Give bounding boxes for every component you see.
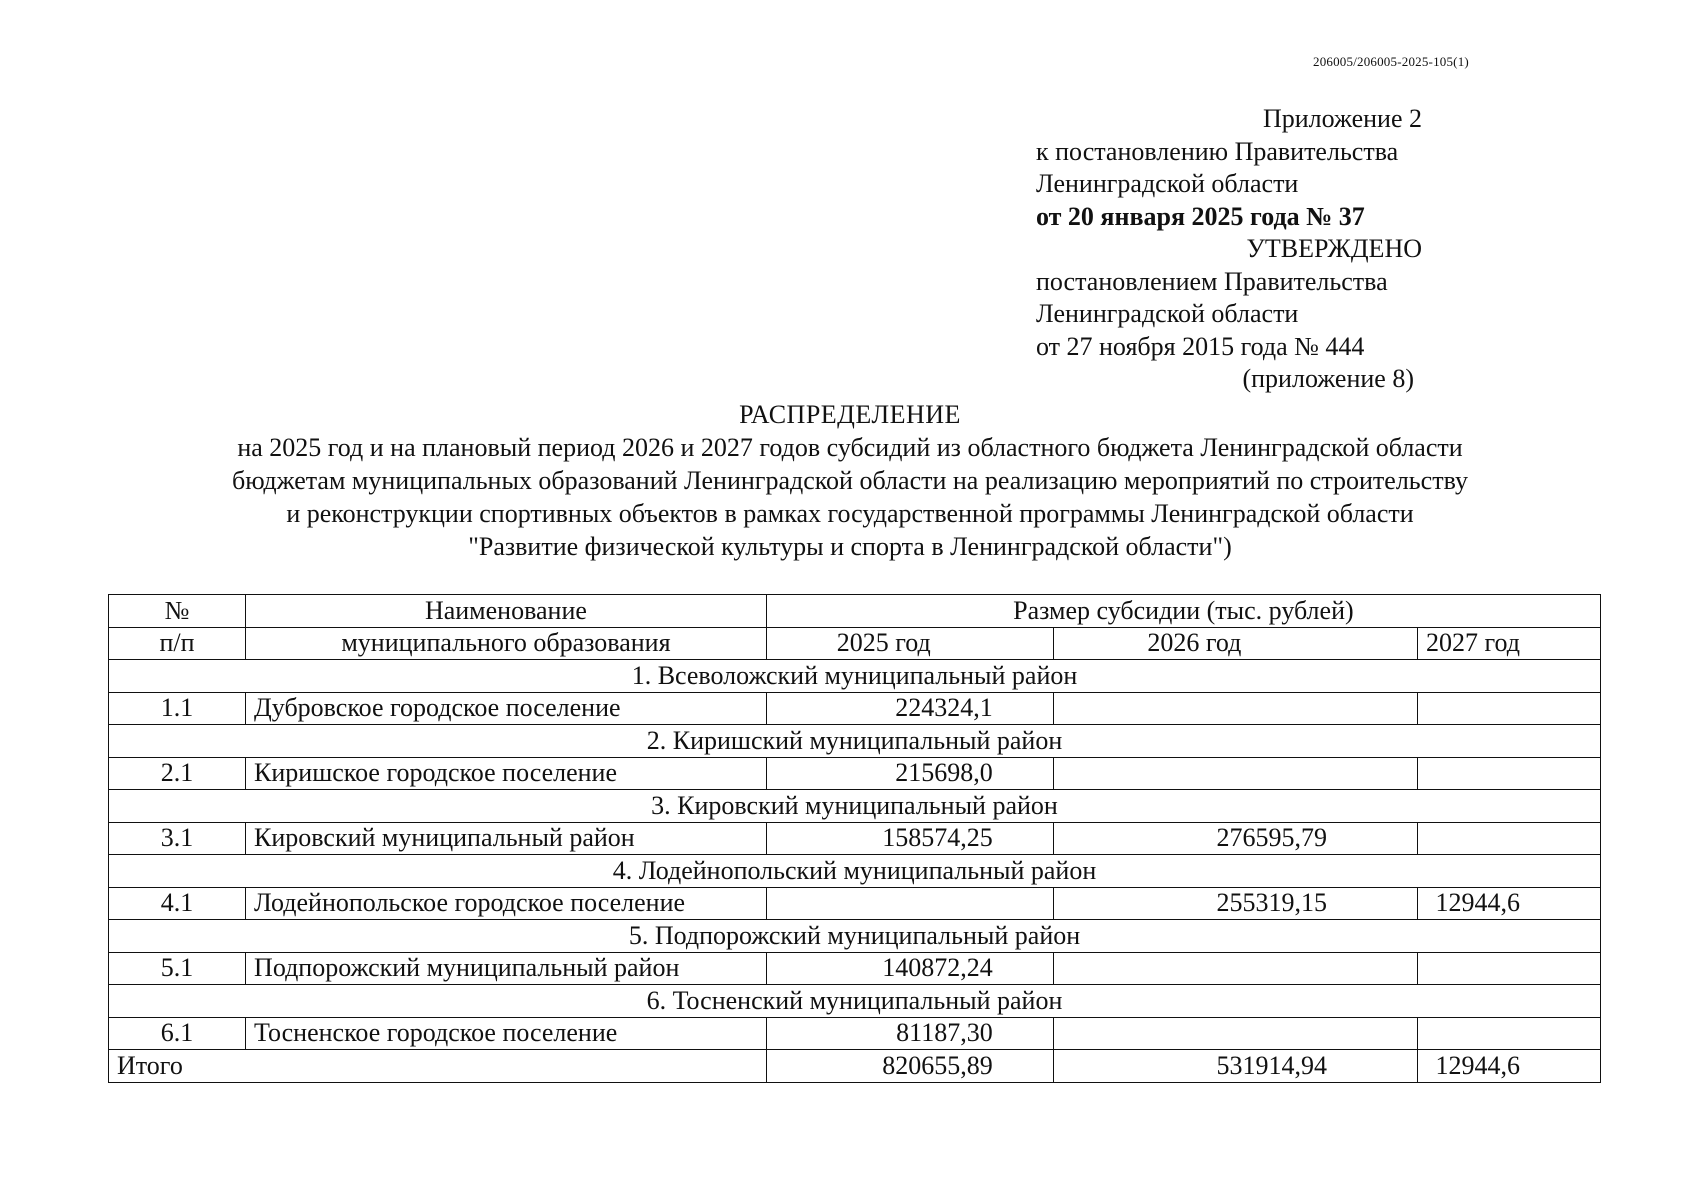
total-value-2025: 820655,89 bbox=[766, 1050, 1053, 1083]
row-value-2025: 215698,0 bbox=[766, 757, 1053, 790]
row-number: 5.1 bbox=[109, 952, 246, 985]
header-year-2027: 2027 год bbox=[1418, 627, 1601, 660]
row-value-2027 bbox=[1418, 757, 1601, 790]
appendix-region-line: Ленинградской области bbox=[1036, 169, 1299, 198]
row-value-2026 bbox=[1053, 952, 1417, 985]
title-line-4: "Развитие физической культуры и спорта в Ленинградской области") bbox=[468, 532, 1232, 561]
row-number: 1.1 bbox=[109, 692, 246, 725]
table-row bbox=[109, 692, 1601, 725]
header-subsidy: Размер субсидии (тыс. рублей) bbox=[766, 595, 1600, 628]
header-year-2026: 2026 год bbox=[1053, 627, 1417, 660]
total-value-2027: 12944,6 bbox=[1418, 1050, 1601, 1083]
approved-region-line: Ленинградской области bbox=[1036, 299, 1299, 328]
row-number: 2.1 bbox=[109, 757, 246, 790]
section-row bbox=[109, 725, 1601, 758]
row-value-2026 bbox=[1053, 1017, 1417, 1050]
section-row bbox=[109, 920, 1601, 953]
row-value-2025 bbox=[766, 887, 1053, 920]
row-number: 6.1 bbox=[109, 1017, 246, 1050]
row-name: Подпорожский муниципальный район bbox=[246, 952, 767, 985]
table-header-row-1 bbox=[109, 595, 1601, 628]
row-value-2026: 255319,15 bbox=[1053, 887, 1417, 920]
section-row bbox=[109, 855, 1601, 888]
approved-label: УТВЕРЖДЕНО bbox=[1246, 234, 1422, 263]
table-row bbox=[109, 887, 1601, 920]
header-no: № bbox=[109, 595, 246, 628]
total-label: Итого bbox=[109, 1050, 767, 1083]
header-no-sub: п/п bbox=[109, 627, 246, 660]
row-value-2027: 12944,6 bbox=[1418, 887, 1601, 920]
approved-ref-line: постановлением Правительства bbox=[1036, 266, 1388, 296]
row-value-2025: 224324,1 bbox=[766, 692, 1053, 725]
row-value-2027 bbox=[1418, 1017, 1601, 1050]
appendix-date-line: от 20 января 2025 года № 37 bbox=[1036, 201, 1365, 231]
section-title: 4. Лодейнопольский муниципальный район bbox=[109, 855, 1601, 888]
table-header-row-2 bbox=[109, 627, 1601, 660]
section-row bbox=[109, 790, 1601, 823]
row-value-2026 bbox=[1053, 692, 1417, 725]
table-row bbox=[109, 952, 1601, 985]
header-name: Наименование bbox=[246, 595, 767, 628]
document-title bbox=[160, 398, 1540, 563]
appendix-ref-line: к постановлению Правительства bbox=[1036, 136, 1399, 166]
approved-appendix-ref: (приложение 8) bbox=[1242, 364, 1414, 393]
approved-date-line: от 27 ноября 2015 года № 444 bbox=[1036, 331, 1365, 361]
table-row bbox=[109, 822, 1601, 855]
title-line-1: на 2025 год и на плановый период 2026 и 2027 годов субсидий из областного бюджета Ленинградской области bbox=[237, 433, 1463, 462]
document-id: 206005/206005-2025-105(1) bbox=[1313, 54, 1469, 69]
row-value-2025: 140872,24 bbox=[766, 952, 1053, 985]
row-name: Киришское городское поселение bbox=[246, 757, 767, 790]
row-value-2027 bbox=[1418, 692, 1601, 725]
row-value-2025: 158574,25 bbox=[766, 822, 1053, 855]
title-heading: РАСПРЕДЕЛЕНИЕ bbox=[739, 400, 961, 429]
row-name: Дубровское городское поселение bbox=[246, 692, 767, 725]
section-row bbox=[109, 660, 1601, 693]
title-line-3: и реконструкции спортивных объектов в рамках государственной программы Ленинградской области bbox=[286, 499, 1414, 528]
section-title: 1. Всеволожский муниципальный район bbox=[109, 660, 1601, 693]
row-name: Кировский муниципальный район bbox=[246, 822, 767, 855]
row-name: Лодейнопольское городское поселение bbox=[246, 887, 767, 920]
row-value-2027 bbox=[1418, 952, 1601, 985]
header-name-sub: муниципального образования bbox=[246, 627, 767, 660]
row-number: 3.1 bbox=[109, 822, 246, 855]
section-row bbox=[109, 985, 1601, 1018]
row-name: Тосненское городское поселение bbox=[246, 1017, 767, 1050]
row-number: 4.1 bbox=[109, 887, 246, 920]
total-value-2026: 531914,94 bbox=[1053, 1050, 1417, 1083]
table-row bbox=[109, 1017, 1601, 1050]
table-row bbox=[109, 757, 1601, 790]
section-title: 5. Подпорожский муниципальный район bbox=[109, 920, 1601, 953]
title-line-2: бюджетам муниципальных образований Ленинградской области на реализацию мероприятий по строительству bbox=[232, 466, 1468, 495]
header-year-2025: 2025 год bbox=[766, 627, 1053, 660]
row-value-2027 bbox=[1418, 822, 1601, 855]
total-row bbox=[109, 1050, 1601, 1083]
appendix-block bbox=[1036, 103, 1466, 396]
section-title: 2. Киришский муниципальный район bbox=[109, 725, 1601, 758]
section-title: 6. Тосненский муниципальный район bbox=[109, 985, 1601, 1018]
row-value-2025: 81187,30 bbox=[766, 1017, 1053, 1050]
appendix-number: Приложение 2 bbox=[1262, 104, 1422, 133]
subsidy-table bbox=[108, 594, 1601, 1083]
row-value-2026 bbox=[1053, 757, 1417, 790]
section-title: 3. Кировский муниципальный район bbox=[109, 790, 1601, 823]
row-value-2026: 276595,79 bbox=[1053, 822, 1417, 855]
